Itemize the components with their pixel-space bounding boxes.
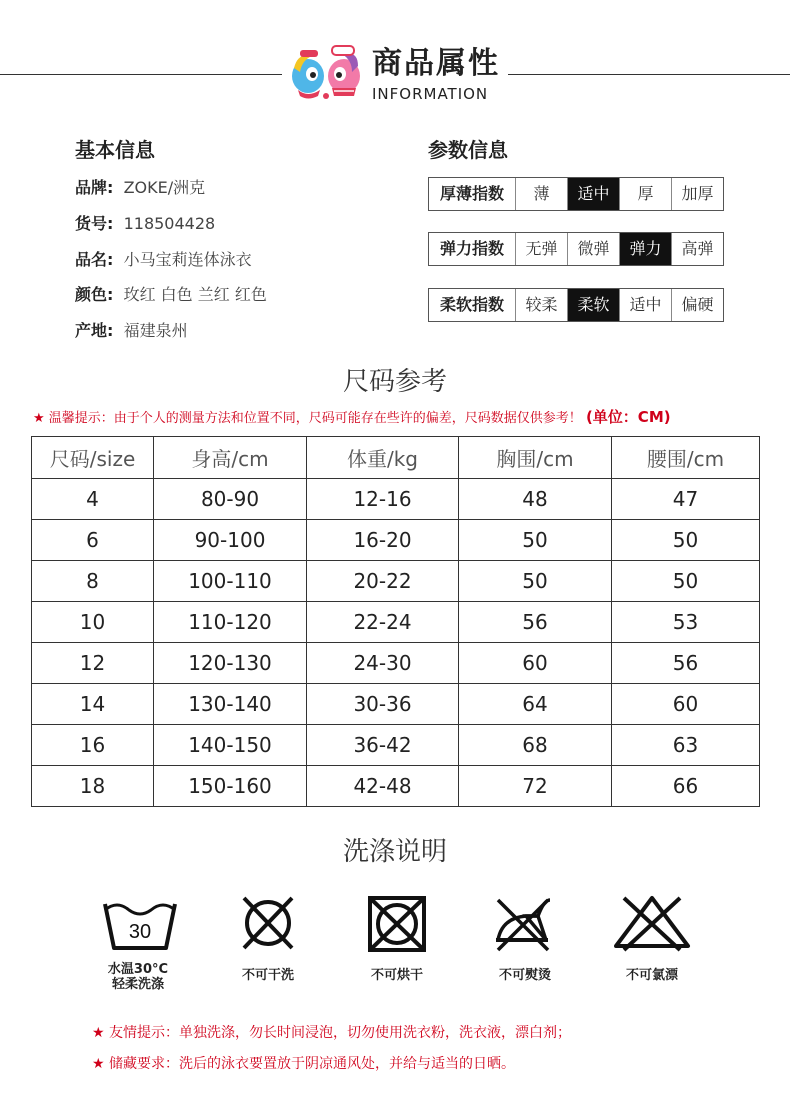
table-cell: 64 bbox=[459, 684, 612, 725]
table-cell: 66 bbox=[612, 766, 760, 807]
table-cell: 110-120 bbox=[154, 602, 307, 643]
wash-temp-number: 30 bbox=[128, 921, 152, 943]
table-row bbox=[32, 520, 760, 561]
table-cell: 30-36 bbox=[307, 684, 459, 725]
param-elasticity bbox=[428, 232, 724, 266]
wash-label bbox=[228, 968, 308, 983]
table-cell: 50 bbox=[459, 520, 612, 561]
param-option: 薄 bbox=[515, 178, 567, 210]
param-option: 加厚 bbox=[671, 178, 723, 210]
size-chart-title: 尺码参考 bbox=[342, 367, 447, 397]
info-row-product-name bbox=[75, 250, 252, 270]
tip-text: 储藏要求：洗后的泳衣要置放于阴凉通风处，并给与适当的日晒。 bbox=[109, 1056, 516, 1072]
info-row-sku bbox=[75, 214, 215, 234]
col-header-chest: 胸围/cm bbox=[459, 437, 612, 479]
param-name: 柔软指数 bbox=[439, 295, 504, 314]
table-cell: 56 bbox=[612, 643, 760, 684]
table-cell: 80-90 bbox=[154, 479, 307, 520]
info-value: 小马宝莉连体泳衣 bbox=[123, 250, 252, 269]
header-subtitle: INFORMATION bbox=[372, 85, 489, 103]
col-header-waist: 腰围/cm bbox=[612, 437, 760, 479]
wash-label-line: 不可干洗 bbox=[241, 968, 294, 983]
table-cell: 60 bbox=[612, 684, 760, 725]
size-table bbox=[31, 436, 760, 807]
table-cell: 53 bbox=[612, 602, 760, 643]
param-option: 偏硬 bbox=[671, 289, 723, 321]
info-value: 玫红 白色 兰红 红色 bbox=[123, 285, 267, 304]
table-cell: 47 bbox=[612, 479, 760, 520]
table-cell: 48 bbox=[459, 479, 612, 520]
table-cell: 72 bbox=[459, 766, 612, 807]
wash-label bbox=[98, 962, 178, 992]
param-option: 适中 bbox=[619, 289, 671, 321]
param-thickness bbox=[428, 177, 724, 211]
table-cell: 140-150 bbox=[154, 725, 307, 766]
info-row-color bbox=[75, 285, 267, 305]
wash-30-icon bbox=[102, 898, 178, 956]
wash-label-line: 水温30°C bbox=[107, 962, 169, 977]
table-cell: 18 bbox=[32, 766, 154, 807]
table-row bbox=[32, 561, 760, 602]
table-row bbox=[32, 725, 760, 766]
table-header-row bbox=[32, 437, 760, 479]
size-unit: (单位：CM) bbox=[585, 408, 671, 426]
info-value: 118504428 bbox=[123, 214, 216, 233]
tip-text: 友情提示：单独洗涤，勿长时间浸泡，切勿使用洗衣粉，洗衣液，漂白剂； bbox=[109, 1025, 572, 1041]
no-bleach-icon bbox=[612, 894, 692, 952]
table-row bbox=[32, 479, 760, 520]
info-label: 颜色: bbox=[75, 285, 114, 304]
size-warning bbox=[33, 408, 671, 428]
table-cell: 90-100 bbox=[154, 520, 307, 561]
table-cell: 50 bbox=[459, 561, 612, 602]
col-header-size: 尺码/size bbox=[32, 437, 154, 479]
header-title: 商品属性 bbox=[372, 46, 500, 81]
star-icon: ★ bbox=[92, 1025, 105, 1041]
wash-title: 洗涤说明 bbox=[342, 837, 447, 867]
table-cell: 14 bbox=[32, 684, 154, 725]
table-cell: 100-110 bbox=[154, 561, 307, 602]
col-header-weight: 体重/kg bbox=[307, 437, 459, 479]
table-cell: 12 bbox=[32, 643, 154, 684]
table-cell: 42-48 bbox=[307, 766, 459, 807]
table-cell: 12-16 bbox=[307, 479, 459, 520]
param-option-selected: 弹力 bbox=[619, 233, 671, 265]
wash-label-line: 不可氯漂 bbox=[625, 968, 678, 983]
info-label: 产地: bbox=[75, 321, 114, 340]
table-cell: 22-24 bbox=[307, 602, 459, 643]
info-label: 货号: bbox=[75, 214, 114, 233]
wash-label-line: 不可熨烫 bbox=[498, 968, 551, 983]
info-value: ZOKE/洲克 bbox=[123, 178, 206, 197]
no-dry-clean-icon bbox=[240, 894, 296, 952]
param-option: 无弹 bbox=[515, 233, 567, 265]
table-row bbox=[32, 643, 760, 684]
param-option: 高弹 bbox=[671, 233, 723, 265]
table-cell: 6 bbox=[32, 520, 154, 561]
wash-label-line: 不可烘干 bbox=[370, 968, 423, 983]
param-option-selected: 柔软 bbox=[567, 289, 619, 321]
params-title: 参数信息 bbox=[428, 138, 508, 162]
table-row bbox=[32, 684, 760, 725]
table-row bbox=[32, 766, 760, 807]
table-cell: 56 bbox=[459, 602, 612, 643]
table-cell: 130-140 bbox=[154, 684, 307, 725]
info-label: 品名: bbox=[75, 250, 114, 269]
info-row-origin bbox=[75, 321, 188, 341]
wash-label bbox=[485, 968, 565, 983]
table-cell: 10 bbox=[32, 602, 154, 643]
header-rule-left bbox=[0, 74, 282, 75]
param-name: 弹力指数 bbox=[439, 239, 504, 258]
table-cell: 8 bbox=[32, 561, 154, 602]
table-cell: 50 bbox=[612, 520, 760, 561]
star-icon: ★ bbox=[92, 1056, 105, 1072]
info-row-brand bbox=[75, 178, 205, 198]
param-option-selected: 适中 bbox=[567, 178, 619, 210]
info-label: 品牌: bbox=[75, 178, 114, 197]
table-cell: 4 bbox=[32, 479, 154, 520]
star-icon: ★ bbox=[33, 411, 45, 426]
table-cell: 24-30 bbox=[307, 643, 459, 684]
table-cell: 120-130 bbox=[154, 643, 307, 684]
param-option: 较柔 bbox=[515, 289, 567, 321]
header-rule-right bbox=[508, 74, 790, 75]
table-cell: 16-20 bbox=[307, 520, 459, 561]
table-row bbox=[32, 602, 760, 643]
table-cell: 68 bbox=[459, 725, 612, 766]
table-cell: 20-22 bbox=[307, 561, 459, 602]
table-cell: 50 bbox=[612, 561, 760, 602]
col-header-height: 身高/cm bbox=[154, 437, 307, 479]
tip-line-storage bbox=[92, 1055, 515, 1073]
param-option: 微弹 bbox=[567, 233, 619, 265]
no-tumble-dry-icon bbox=[366, 894, 428, 954]
table-cell: 60 bbox=[459, 643, 612, 684]
tip-line-friendly bbox=[92, 1024, 571, 1042]
table-cell: 150-160 bbox=[154, 766, 307, 807]
wash-label bbox=[612, 968, 692, 983]
param-option: 厚 bbox=[619, 178, 671, 210]
pony-mascot-logo bbox=[288, 38, 366, 102]
table-cell: 63 bbox=[612, 725, 760, 766]
basic-info-title: 基本信息 bbox=[75, 138, 155, 162]
info-value: 福建泉州 bbox=[123, 321, 188, 340]
size-warning-text: 温馨提示：由于个人的测量方法和位置不同，尺码可能存在些许的偏差，尺码数据仅供参考！ bbox=[48, 411, 582, 426]
param-name: 厚薄指数 bbox=[439, 184, 504, 203]
param-softness bbox=[428, 288, 724, 322]
wash-label bbox=[357, 968, 437, 983]
table-cell: 36-42 bbox=[307, 725, 459, 766]
wash-label-line: 轻柔洗涤 bbox=[111, 977, 164, 992]
table-cell: 16 bbox=[32, 725, 154, 766]
no-iron-icon bbox=[492, 894, 556, 954]
